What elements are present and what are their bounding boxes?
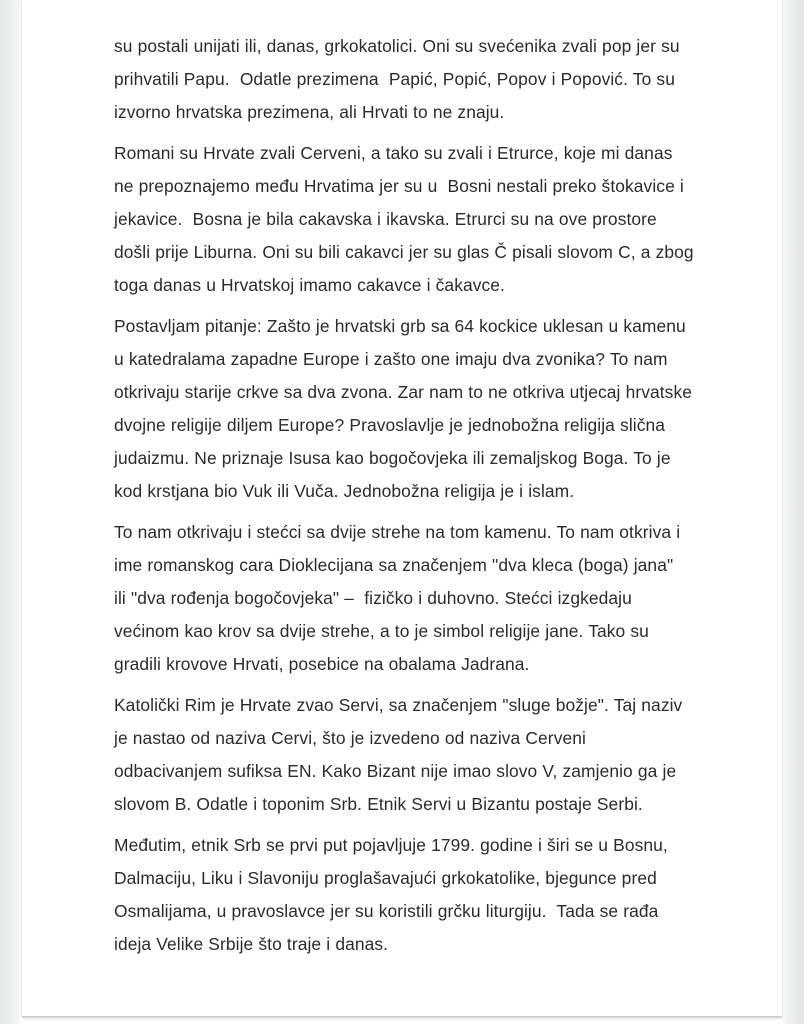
- document-paragraph: Romani su Hrvate zvali Cerveni, a tako su zvali i Etrurce, koje mi danas ne prepoznajemo među Hrvatima jer su u Bosni nestali preko štokavice i jekavice. Bosna je bila cakavska i ikavska. Etrurci su na ove prostore došli prije Liburna. Oni su bili cakavci jer su glas Č pisali slovom C, a zbog toga danas u Hrvatskoj imamo cakavce i čakavce.: [114, 143, 699, 295]
- document-paragraph: su postali unijati ili, danas, grkokatolici. Oni su svećenika zvali pop jer su prihvatili Papu. Odatle prezimena Papić, Popić, Popov i Popović. To su izvorno hrvatska prezimena, ali Hrvati to ne znaju.: [114, 36, 685, 122]
- document-paragraph: To nam otkrivaju i stećci sa dvije strehe na tom kamenu. To nam otkriva i ime romanskog cara Dioklecijana sa značenjem "dva kleca (boga) jana" ili "dva rođenja bogočovjeka" – fizičko i duhovno. Stećci izgkedaju većinom kao krov sa dvije strehe, a to je simbol religije jane. Tako su gradili krovove Hrvati, posebice na obalama Jadrana.: [114, 522, 686, 674]
- document-paragraph: Međutim, etnik Srb se prvi put pojavljuje 1799. godine i širi se u Bosnu, Dalmaciju, Liku i Slavoniju proglašavajući grkokatolike, bjegunce pred Osmalijama, u pravoslavce jer su koristili grčku liturgiju. Tada se rađa ideja Velike Srbije što traje i danas.: [114, 835, 673, 954]
- page-bottom-shadow: [22, 1016, 782, 1020]
- document-paragraph: Katolički Rim je Hrvate zvao Servi, sa značenjem "sluge božje". Taj naziv je nastao od naziva Cervi, što je izvedeno od naziva Cerveni odbacivanjem sufiksa EN. Kako Bizant nije imao slovo V, zamjenio ga je slovom B. Odatle i toponim Srb. Etnik Servi u Bizantu postaje Serbi.: [114, 695, 688, 814]
- document-text-body: [114, 30, 699, 961]
- document-paragraph: Postavljam pitanje: Zašto je hrvatski grb sa 64 kockice uklesan u kamenu u katedralama zapadne Europe i zašto one imaju dva zvonika? To nam otkrivaju starije crkve sa dva zvona. Zar nam to ne otkriva utjecaj hrvatske dvojne religije diljem Europe? Pravoslavlje je jednobožna religija slična judaizmu. Ne priznaje Isusa kao bogočovjeka ili zemaljskog Boga. To je kod krstjana bio Vuk ili Vuča. Jednobožna religija je i islam.: [114, 316, 698, 501]
- document-page: [22, 0, 782, 1016]
